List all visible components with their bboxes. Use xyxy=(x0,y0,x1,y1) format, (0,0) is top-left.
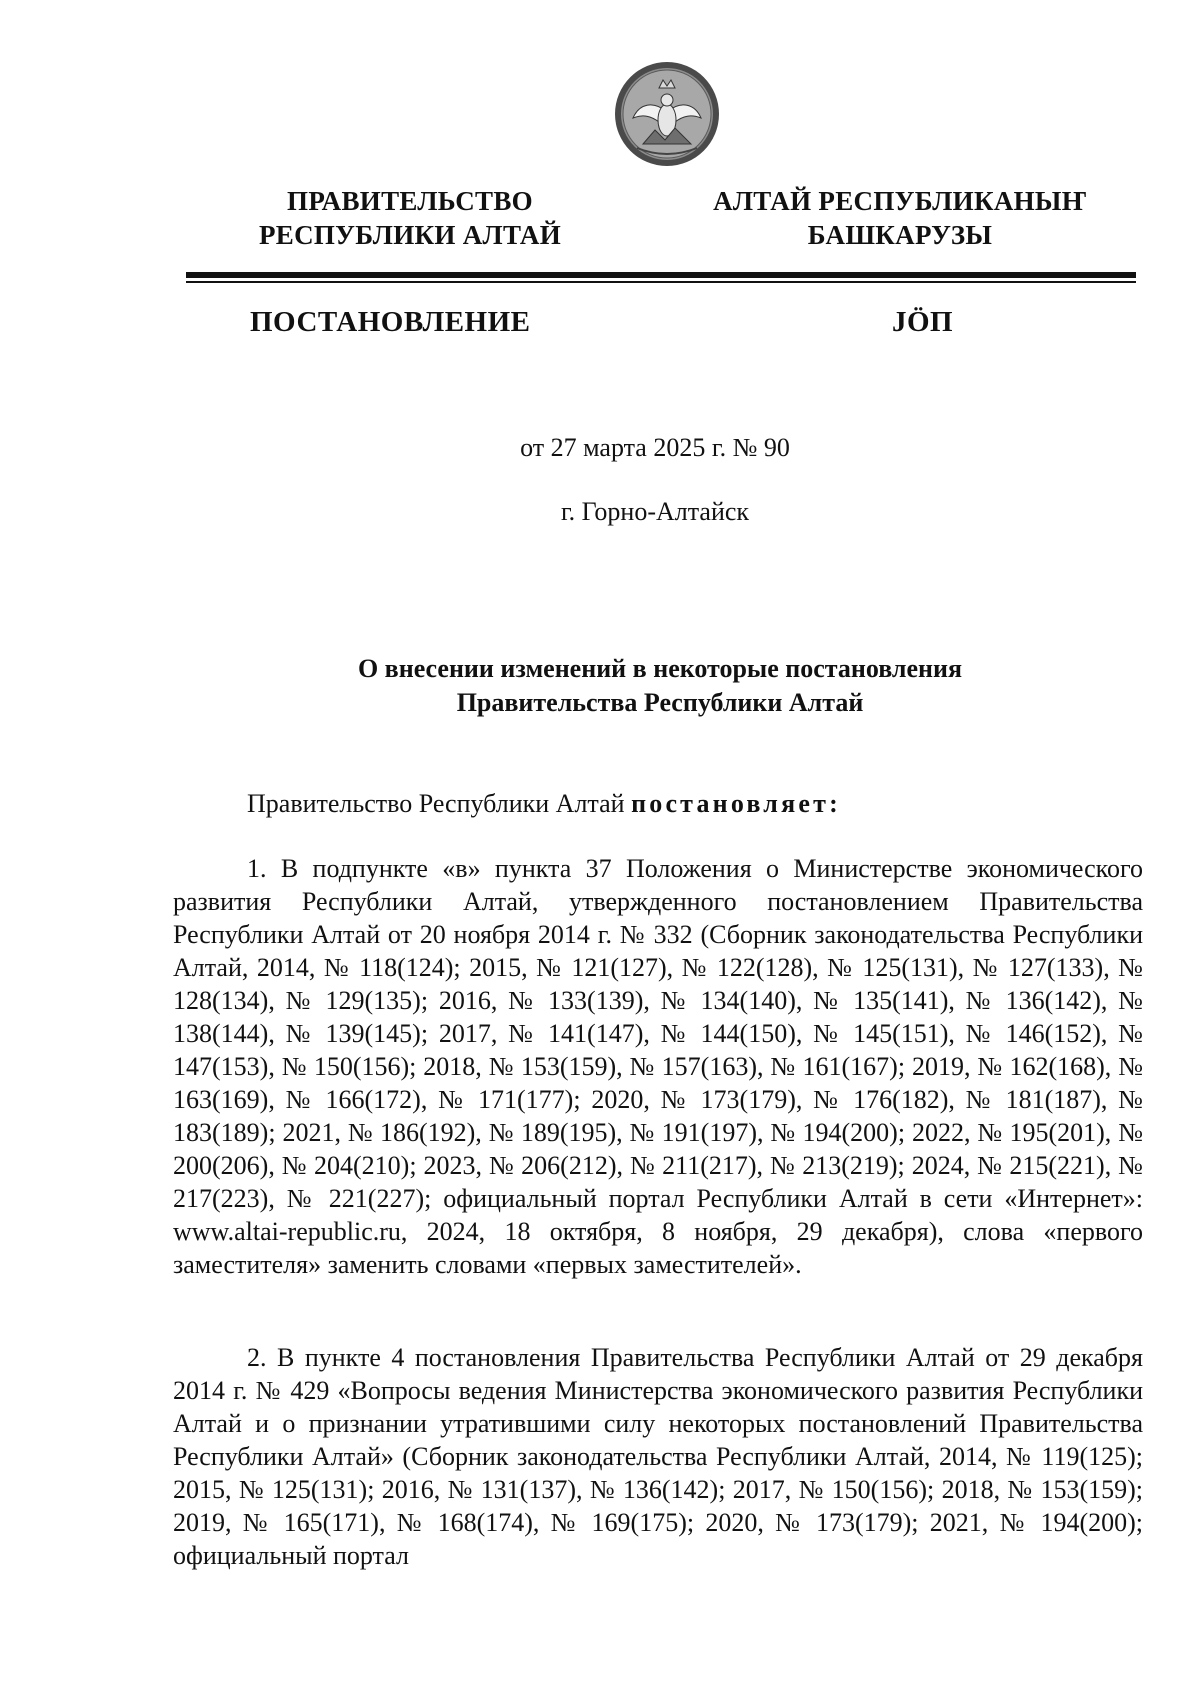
intro-emphasis: постановляет: xyxy=(631,789,841,818)
intro-paragraph xyxy=(173,787,1143,820)
document-type-altai: JÖП xyxy=(892,306,954,338)
issuer-name-altai xyxy=(690,184,1110,252)
intro-text: Правительство Республики Алтай xyxy=(247,789,632,818)
paragraph-text: 1. В подпункте «в» пункта 37 Положения о Министерстве экономического развития Республики Алтай, утвержденного постановлением Правительства Республики Алтай от 20 ноября 2014 г. № 332 (Сборник законодательства Республики Алтай, 2014, № 118(124); 2015, № 121(127), № 122(128), № 125(131), № 127(133), № 128(134), № 129(135); 2016, № 133(139), № 134(140), № 135(141), № 136(142), № 138(144), № 139(145); 2017, № 141(147), № 144(150), № 145(151), № 146(152), № 147(153), № 150(156); 2018, № 153(159), № 157(163), № 161(167); 2019, № 162(168), № 163(169), № 166(172), № 171(177); 2020, № 173(179), № 176(182), № 181(187), № 183(189); 2021, № 186(192), № 189(195), № 191(197), № 194(200); 2022, № 195(201), № 200(206), № 204(210); 2023, № 206(212), № 211(217), № 213(219); 2024, № 215(221), № 217(223), № 221(227); официальный портал Республики Алтай в сети «Интернет»: www.altai-republic.ru, 2024, 18 октября, 8 ноября, 29 декабря), слова «первого заместителя» заменить словами «первых заместителей». xyxy=(173,854,1143,1279)
issuer-name-russian xyxy=(170,184,650,252)
altai-republic-emblem-icon xyxy=(613,60,721,168)
issuer-line: АЛТАЙ РЕСПУБЛИКАНЫҤ xyxy=(713,186,1087,216)
paragraph-2 xyxy=(173,1341,1143,1572)
title-line: О внесении изменений в некоторые постановления xyxy=(357,654,963,683)
paragraph-text: 2. В пункте 4 постановления Правительства Республики Алтай от 29 декабря 2014 г. № 429 «Вопросы ведения Министерства экономического развития Республики Алтай и о признании утратившими силу некоторых постановлений Правительства Республики Алтай» (Сборник законодательства Республики Алтай, 2014, № 119(125); 2015, № 125(131); 2016, № 131(137), № 136(142); 2017, № 150(156); 2018, № 153(159); 2019, № 165(171), № 168(174), № 169(175); 2020, № 173(179); 2021, № 194(200); официальный портал xyxy=(173,1343,1143,1570)
issuer-line: РЕСПУБЛИКИ АЛТАЙ xyxy=(258,220,562,250)
issuer-line: БАШКАРУЗЫ xyxy=(807,220,993,250)
title-line: Правительства Республики Алтай xyxy=(456,688,864,717)
document-date-number: от 27 марта 2025 г. № 90 xyxy=(520,433,790,462)
paragraph-1 xyxy=(173,852,1143,1281)
issuer-line: ПРАВИТЕЛЬСТВО xyxy=(287,186,533,216)
header-divider-thin xyxy=(186,281,1136,283)
document-title xyxy=(170,652,1150,720)
document-city: г. Горно-Алтайск xyxy=(560,497,750,526)
document-type-russian: ПОСТАНОВЛЕНИЕ xyxy=(250,306,531,338)
header-divider-thick xyxy=(186,272,1136,278)
